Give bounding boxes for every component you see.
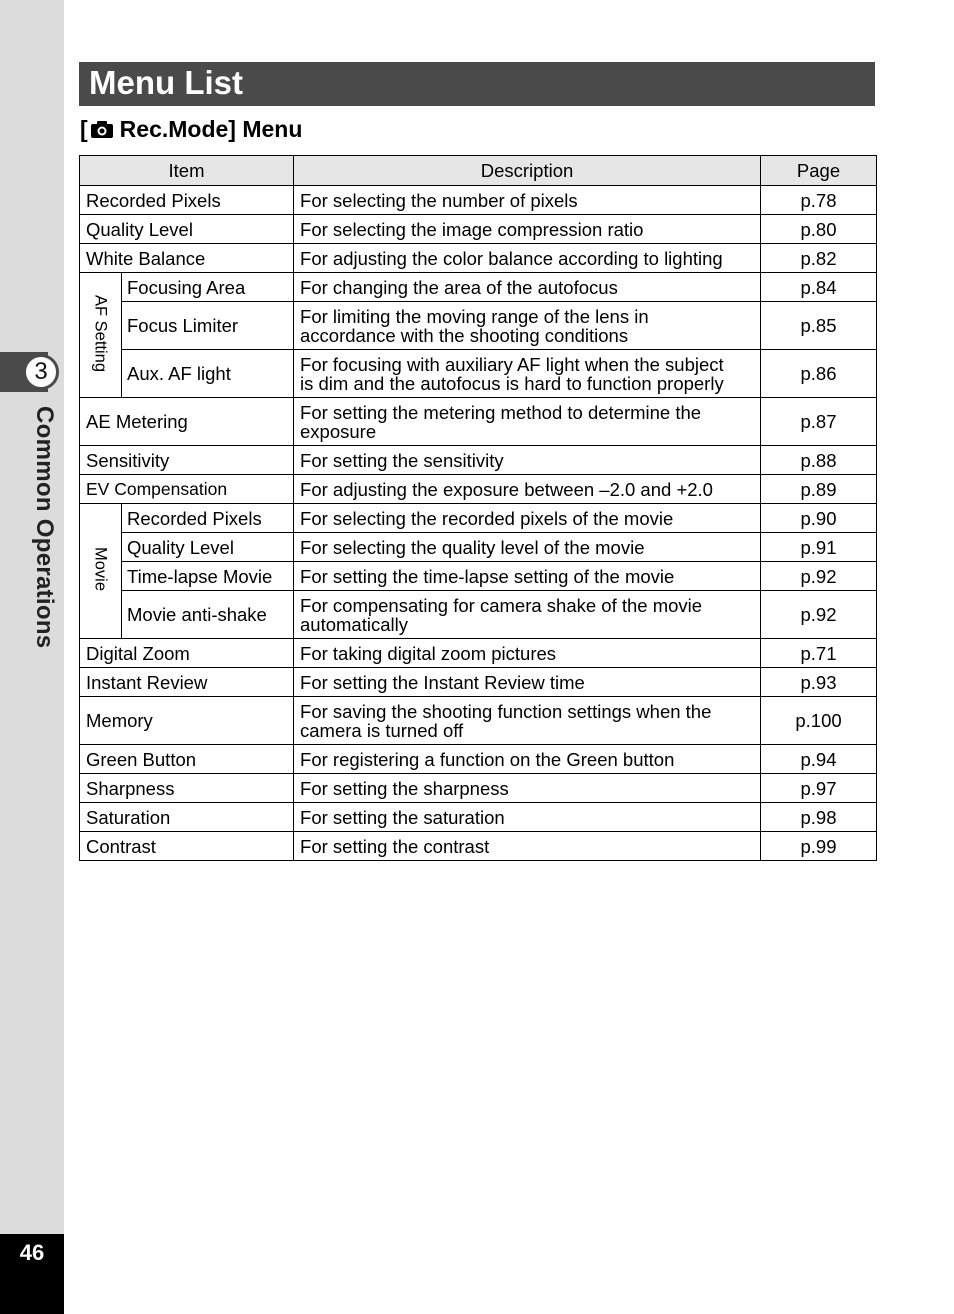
item-cell: Aux. AF light xyxy=(122,350,294,398)
description-cell: For setting the Instant Review time xyxy=(294,668,761,697)
table-row xyxy=(80,302,877,350)
description-line: For compensating for camera shake of the movie xyxy=(300,594,703,616)
group-cell-af-setting xyxy=(80,273,122,398)
item-cell: Memory xyxy=(80,697,294,745)
description-cell: For adjusting the color balance according to lighting xyxy=(294,244,761,273)
page-cell: p.90 xyxy=(761,504,877,533)
description-cell xyxy=(294,591,761,639)
description-cell: For setting the sharpness xyxy=(294,774,761,803)
description-cell: For setting the sensitivity xyxy=(294,446,761,475)
description-cell xyxy=(294,302,761,350)
menu-table xyxy=(79,155,877,861)
page-title: Menu List xyxy=(89,64,243,101)
table-row xyxy=(80,591,877,639)
table-row xyxy=(80,186,877,215)
item-cell: Digital Zoom xyxy=(80,639,294,668)
description-cell: For selecting the recorded pixels of the movie xyxy=(294,504,761,533)
item-cell: Movie anti-shake xyxy=(122,591,294,639)
item-cell: Saturation xyxy=(80,803,294,832)
table-row xyxy=(80,639,877,668)
page-cell: p.98 xyxy=(761,803,877,832)
page-cell: p.80 xyxy=(761,215,877,244)
page-cell: p.100 xyxy=(761,697,877,745)
chapter-number: 3 xyxy=(23,354,59,390)
item-cell: Green Button xyxy=(80,745,294,774)
item-cell: Recorded Pixels xyxy=(80,186,294,215)
item-cell: Focus Limiter xyxy=(122,302,294,350)
item-cell: Time-lapse Movie xyxy=(122,562,294,591)
table-row xyxy=(80,273,877,302)
description-cell xyxy=(294,350,761,398)
description-cell: For changing the area of the autofocus xyxy=(294,273,761,302)
table-row xyxy=(80,745,877,774)
item-cell: Quality Level xyxy=(80,215,294,244)
table-row xyxy=(80,215,877,244)
description-cell: For taking digital zoom pictures xyxy=(294,639,761,668)
description-line: exposure xyxy=(300,420,377,442)
table-row xyxy=(80,803,877,832)
group-cell-movie xyxy=(80,504,122,639)
page-cell: p.92 xyxy=(761,591,877,639)
description-cell: For setting the time-lapse setting of the movie xyxy=(294,562,761,591)
table-row xyxy=(80,244,877,273)
description-cell: For selecting the quality level of the movie xyxy=(294,533,761,562)
table-header-row xyxy=(80,156,877,186)
page-cell: p.97 xyxy=(761,774,877,803)
chapter-title: Common Operations xyxy=(31,406,58,649)
item-cell: Sensitivity xyxy=(80,446,294,475)
section-heading-text: Rec.Mode] Menu xyxy=(119,116,303,142)
description-line: automatically xyxy=(300,613,408,635)
description-cell: For selecting the number of pixels xyxy=(294,186,761,215)
page-cell: p.93 xyxy=(761,668,877,697)
item-cell: White Balance xyxy=(80,244,294,273)
page-cell: p.84 xyxy=(761,273,877,302)
table-row xyxy=(80,475,877,504)
table-row xyxy=(80,668,877,697)
description-line: For saving the shooting function settings when the xyxy=(300,700,712,722)
group-label-af-setting: AF Setting xyxy=(91,294,110,373)
page-cell: p.91 xyxy=(761,533,877,562)
table-row xyxy=(80,533,877,562)
page-cell: p.88 xyxy=(761,446,877,475)
section-heading xyxy=(80,116,302,143)
table-row xyxy=(80,774,877,803)
description-cell: For setting the saturation xyxy=(294,803,761,832)
page-cell: p.92 xyxy=(761,562,877,591)
section-heading-prefix: [ xyxy=(80,116,88,142)
table-row xyxy=(80,350,877,398)
page-cell: p.85 xyxy=(761,302,877,350)
page-cell: p.99 xyxy=(761,832,877,861)
page-cell: p.89 xyxy=(761,475,877,504)
description-cell xyxy=(294,398,761,446)
description-cell: For selecting the image compression ratio xyxy=(294,215,761,244)
item-cell: Focusing Area xyxy=(122,273,294,302)
description-cell xyxy=(294,697,761,745)
description-line: For focusing with auxiliary AF light when the subject xyxy=(300,353,724,375)
item-cell: Sharpness xyxy=(80,774,294,803)
column-header-item: Item xyxy=(80,156,294,186)
description-cell: For registering a function on the Green button xyxy=(294,745,761,774)
description-line: camera is turned off xyxy=(300,719,464,741)
camera-icon xyxy=(90,120,114,139)
table-row xyxy=(80,446,877,475)
description-cell: For adjusting the exposure between –2.0 and +2.0 xyxy=(294,475,761,504)
column-header-page: Page xyxy=(761,156,877,186)
table-row xyxy=(80,398,877,446)
item-cell: AE Metering xyxy=(80,398,294,446)
table-row xyxy=(80,504,877,533)
page-cell: p.71 xyxy=(761,639,877,668)
column-header-description: Description xyxy=(294,156,761,186)
table-row xyxy=(80,562,877,591)
description-line: For limiting the moving range of the lens in xyxy=(300,305,649,327)
item-cell: Instant Review xyxy=(80,668,294,697)
page-cell: p.87 xyxy=(761,398,877,446)
item-cell: Quality Level xyxy=(122,533,294,562)
description-line: For setting the metering method to determine the xyxy=(300,401,702,423)
description-cell: For setting the contrast xyxy=(294,832,761,861)
page-cell: p.82 xyxy=(761,244,877,273)
description-line: is dim and the autofocus is hard to function properly xyxy=(300,372,724,394)
description-line: accordance with the shooting conditions xyxy=(300,324,629,346)
group-label-movie: Movie xyxy=(91,547,110,592)
page-cell: p.94 xyxy=(761,745,877,774)
table-row xyxy=(80,832,877,861)
item-cell: EV Compensation xyxy=(80,475,294,504)
page-cell: p.86 xyxy=(761,350,877,398)
title-bar xyxy=(79,62,875,106)
page-cell: p.78 xyxy=(761,186,877,215)
item-cell: Contrast xyxy=(80,832,294,861)
item-cell: Recorded Pixels xyxy=(122,504,294,533)
table-row xyxy=(80,697,877,745)
page-number: 46 xyxy=(19,1240,45,1265)
